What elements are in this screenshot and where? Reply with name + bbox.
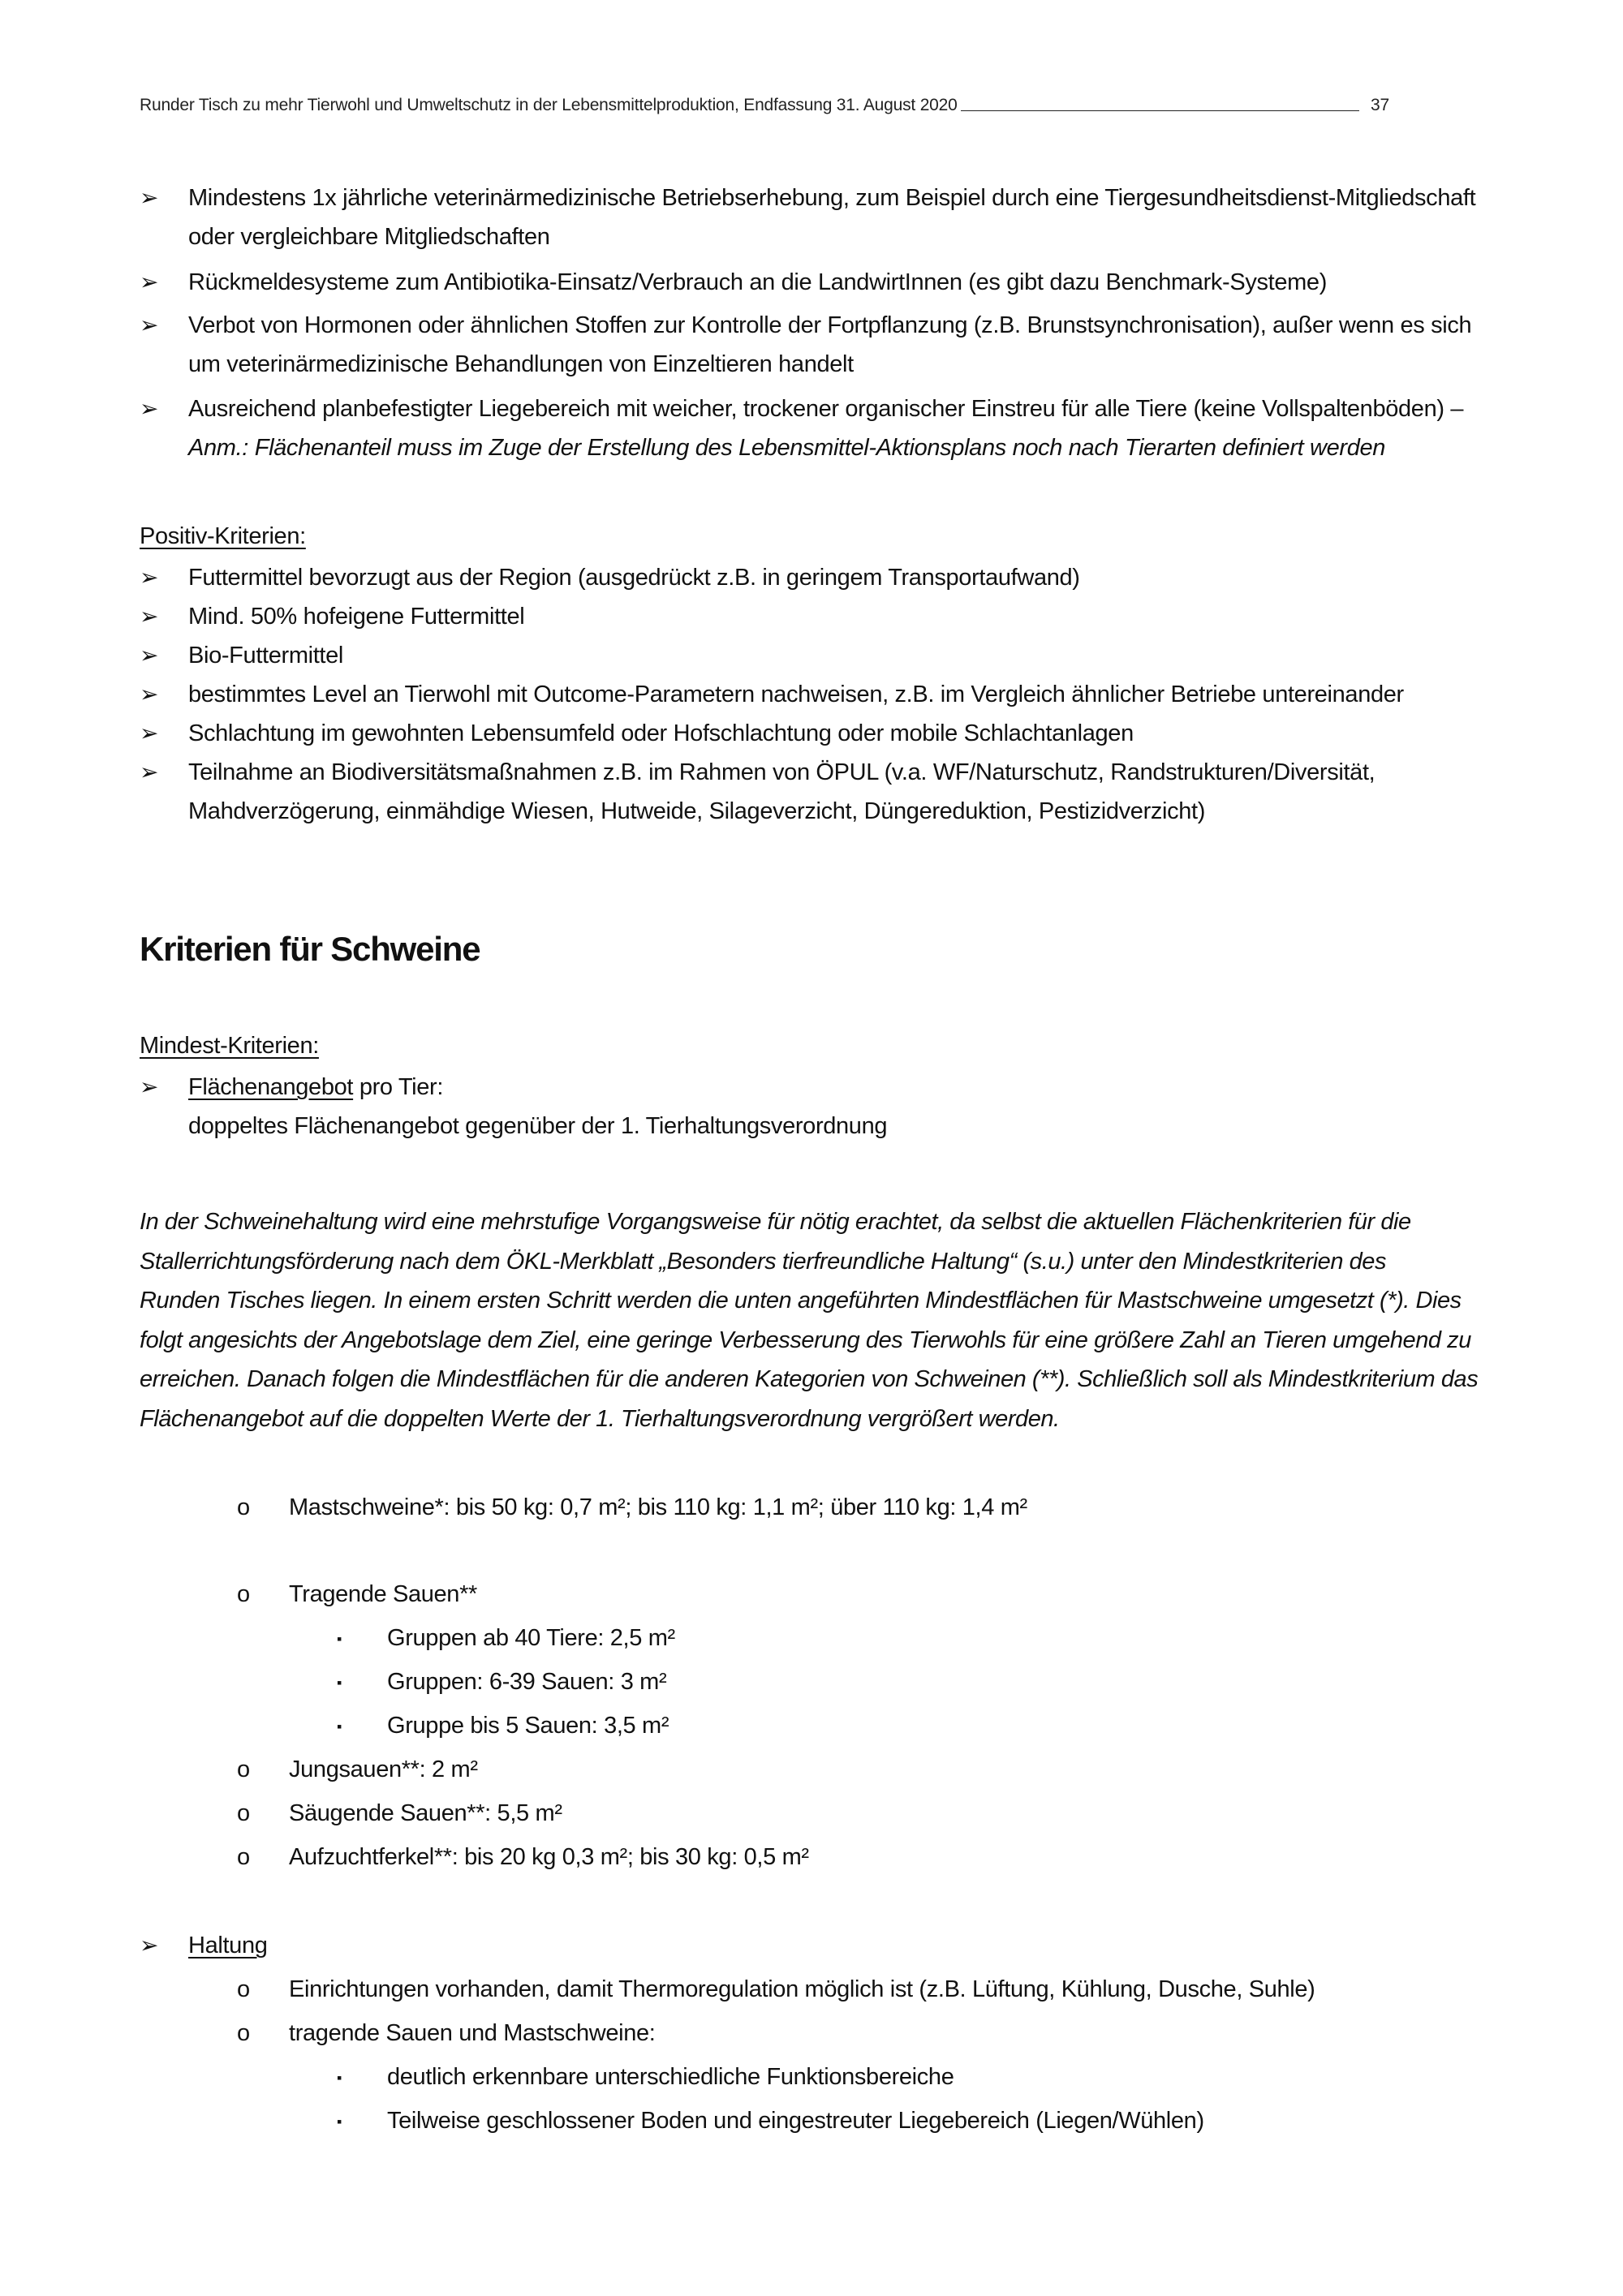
arrow-bullet-icon: ➢ — [140, 643, 159, 668]
page-number: 37 — [1371, 96, 1389, 114]
paragraph-line: Runden Tisches liegen. In einem ersten Schritt werden die unten angeführten Mindestflächen für Mastschweine umgesetzt (*). Dies — [140, 1288, 1462, 1314]
list-item-text: Säugende Sauen**: 5,5 m² — [289, 1800, 562, 1826]
paragraph-line: Stallerrichtungsförderung nach dem ÖKL-Merkblatt „Besonders tierfreundliche Haltung“ (s.u.) unter den Mindestkriterien des — [140, 1248, 1387, 1275]
arrow-bullet-icon: ➢ — [140, 565, 159, 590]
paragraph-line: folgt angesichts der Angebotslage dem Ziel, eine geringe Verbesserung des Tierwohls für eine größere Zahl an Tieren umgehend zu — [140, 1326, 1471, 1353]
list-item-text: Tragende Sauen** — [289, 1581, 477, 1607]
list-item-text: Jungsauen**: 2 m² — [289, 1756, 478, 1782]
arrow-bullet-icon: ➢ — [140, 759, 159, 785]
arrow-bullet-icon: ➢ — [140, 681, 159, 707]
list-item-text: Mind. 50% hofeigene Futtermittel — [188, 604, 525, 630]
square-bullet-icon: ▪ — [337, 2070, 342, 2086]
square-bullet-icon: ▪ — [337, 1718, 342, 1735]
circle-bullet-icon: o — [237, 1756, 250, 1782]
explanation-paragraph — [140, 1202, 1503, 1438]
list-item-text: Teilweise geschlossener Boden und eingestreuter Liegebereich (Liegen/Wühlen) — [387, 2108, 1204, 2134]
circle-bullet-icon: o — [237, 1844, 250, 1870]
list-item-note: Anm.: Flächenanteil muss im Zuge der Erstellung des Lebensmittel-Aktionsplans noch nach Tierarten definiert werden — [188, 435, 1386, 461]
list-item-text: Ausreichend planbefestigter Liegebereich mit weicher, trockener organischer Einstreu für alle Tiere (keine Vollspaltenböden) – — [188, 396, 1464, 422]
header-title: Runder Tisch zu mehr Tierwohl und Umweltschutz in der Lebensmittelproduktion, Endfassung 31. August 2020 — [140, 96, 958, 114]
square-bullet-icon: ▪ — [337, 2113, 342, 2130]
minimum-criteria-label: Mindest-Kriterien: — [140, 1033, 319, 1059]
arrow-bullet-icon: ➢ — [140, 720, 159, 746]
circle-bullet-icon: o — [237, 1976, 250, 2002]
square-bullet-icon: ▪ — [337, 1631, 342, 1647]
paragraph-line: erreichen. Danach folgen die Mindestflächen für die anderen Kategorien von Schweinen (**). Schließlich soll als Mindestkriterium das — [140, 1366, 1479, 1392]
list-item-text: Rückmeldesysteme zum Antibiotika-Einsatz/Verbrauch an die LandwirtInnen (es gibt dazu Benchmark-Systeme) — [188, 269, 1328, 295]
header-rule — [961, 110, 1359, 111]
circle-bullet-icon: o — [237, 1800, 250, 1826]
arrow-bullet-icon: ➢ — [140, 396, 159, 421]
list-item-text: Mindestens 1x jährliche veterinärmedizinische Betriebserhebung, zum Beispiel durch eine Tiergesundheitsdienst-Mitgliedschaft — [188, 185, 1476, 211]
haltung-label: Haltung — [188, 1933, 268, 1958]
list-item-text: Teilnahme an Biodiversitätsmaßnahmen z.B. im Rahmen von ÖPUL (v.a. WF/Naturschutz, Randstrukturen/Diversität, — [188, 759, 1375, 785]
list-item-text: deutlich erkennbare unterschiedliche Funktionsbereiche — [387, 2064, 954, 2090]
circle-bullet-icon: o — [237, 1581, 250, 1607]
list-item-text: Gruppen: 6-39 Sauen: 3 m² — [387, 1669, 667, 1695]
positive-criteria-label: Positiv-Kriterien: — [140, 523, 306, 549]
list-item-text: Mastschweine*: bis 50 kg: 0,7 m²; bis 110 kg: 1,1 m²; über 110 kg: 1,4 m² — [289, 1494, 1027, 1520]
paragraph-line: Flächenangebot auf die doppelten Werte der 1. Tierhaltungsverordnung vergrößert werden. — [140, 1405, 1060, 1432]
arrow-bullet-icon: ➢ — [140, 1933, 159, 1958]
list-item-text: oder vergleichbare Mitgliedschaften — [188, 224, 550, 250]
list-item-text: bestimmtes Level an Tierwohl mit Outcome-Parametern nachweisen, z.B. im Vergleich ähnlicher Betriebe untereinander — [188, 681, 1404, 707]
arrow-bullet-icon: ➢ — [140, 269, 159, 295]
list-item-text: Gruppen ab 40 Tiere: 2,5 m² — [387, 1625, 675, 1651]
area-term-rest: pro Tier: — [353, 1074, 444, 1100]
circle-bullet-icon: o — [237, 2020, 250, 2046]
paragraph-line: In der Schweinehaltung wird eine mehrstufige Vorgangsweise für nötig erachtet, da selbst die aktuellen Flächenkriterien für die — [140, 1209, 1411, 1235]
list-item-text: Schlachtung im gewohnten Lebensumfeld oder Hofschlachtung oder mobile Schlachtanlagen — [188, 720, 1134, 746]
area-term: Flächenangebot — [188, 1074, 354, 1100]
arrow-bullet-icon: ➢ — [140, 185, 159, 210]
section-heading: Kriterien für Schweine — [140, 930, 480, 968]
arrow-bullet-icon: ➢ — [140, 604, 159, 629]
arrow-bullet-icon: ➢ — [140, 312, 159, 338]
list-item-text: tragende Sauen und Mastschweine: — [289, 2020, 656, 2046]
circle-bullet-icon: o — [237, 1494, 250, 1520]
list-item-text: Verbot von Hormonen oder ähnlichen Stoffen zur Kontrolle der Fortpflanzung (z.B. Brunstsynchronisation), außer wenn es sich — [188, 312, 1472, 338]
list-item-text: um veterinärmedizinische Behandlungen von Einzeltieren handelt — [188, 351, 854, 377]
list-item-text: Futtermittel bevorzugt aus der Region (ausgedrückt z.B. in geringem Transportaufwand) — [188, 565, 1080, 591]
list-item-text: Gruppe bis 5 Sauen: 3,5 m² — [387, 1713, 669, 1739]
list-item-text — [188, 1068, 1519, 1107]
page-header — [140, 91, 1389, 115]
list-item-text: Mahdverzögerung, einmähdige Wiesen, Hutweide, Silageverzicht, Düngereduktion, Pestizidverzicht) — [188, 798, 1206, 824]
list-item-text: Aufzuchtferkel**: bis 20 kg 0,3 m²; bis 30 kg: 0,5 m² — [289, 1844, 809, 1870]
square-bullet-icon: ▪ — [337, 1675, 342, 1691]
list-item-text: Einrichtungen vorhanden, damit Thermoregulation möglich ist (z.B. Lüftung, Kühlung, Dusche, Suhle) — [289, 1976, 1315, 2002]
arrow-bullet-icon: ➢ — [140, 1074, 159, 1099]
list-item-text: Bio-Futtermittel — [188, 643, 343, 669]
list-item-detail: doppeltes Flächenangebot gegenüber der 1. Tierhaltungsverordnung — [188, 1113, 888, 1139]
